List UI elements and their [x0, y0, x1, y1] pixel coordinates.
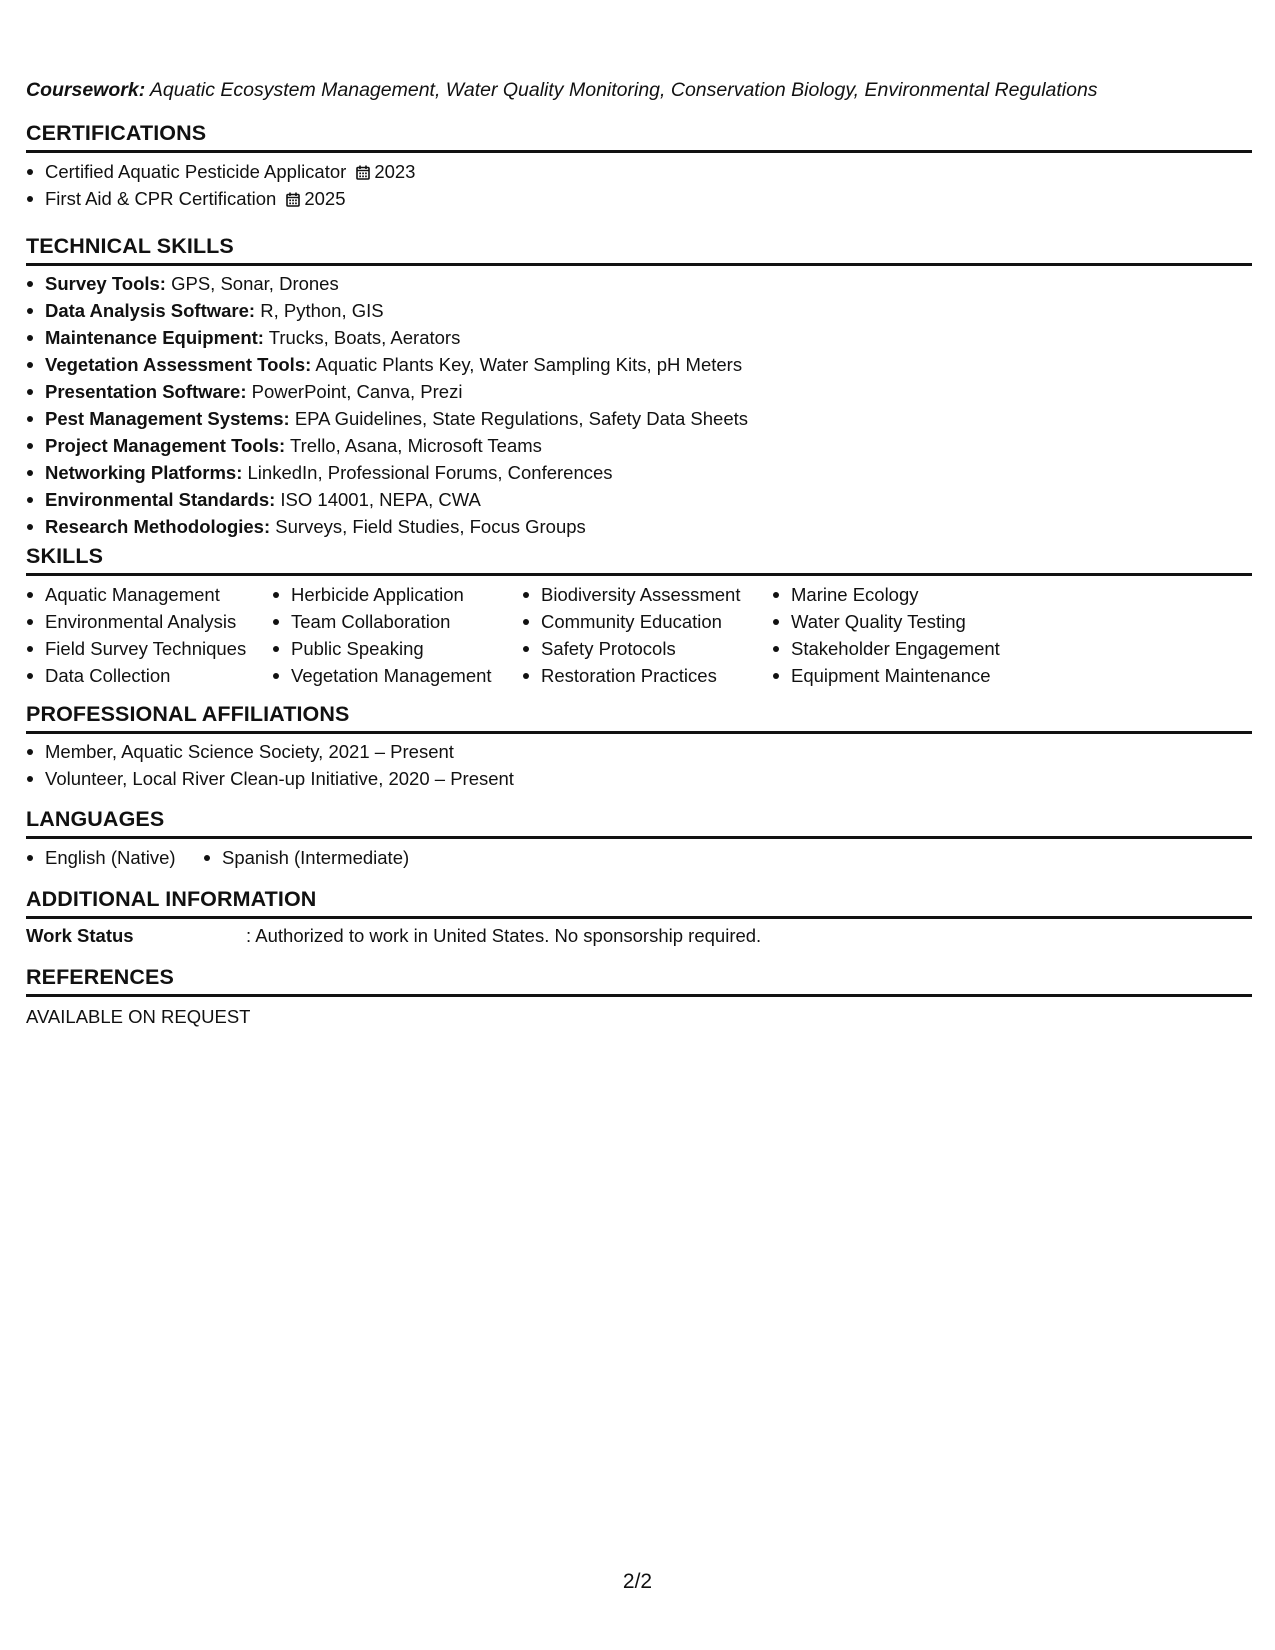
coursework-value: Aquatic Ecosystem Management, Water Quality Monitoring, Conservation Biology, Environmental Regulations: [149, 79, 1098, 101]
technical-skill-label: Environmental Standards:: [45, 489, 276, 510]
work-status-row: [26, 922, 761, 949]
skill-item: Vegetation Management: [272, 662, 522, 689]
affiliations-list: [26, 738, 514, 792]
technical-skill-value: LinkedIn, Professional Forums, Conferences: [247, 462, 613, 483]
technical-skill-label: Maintenance Equipment:: [45, 327, 264, 348]
certifications-heading: CERTIFICATIONS: [26, 120, 1252, 153]
skill-item: Data Collection: [26, 662, 272, 689]
skill-item: Field Survey Techniques: [26, 635, 272, 662]
technical-skill-value: Trello, Asana, Microsoft Teams: [290, 435, 542, 456]
calendar-icon: [356, 165, 370, 180]
technical-skill-item: [26, 378, 748, 405]
skill-item: Community Education: [522, 608, 772, 635]
skills-heading: SKILLS: [26, 543, 1252, 576]
technical-skill-label: Vegetation Assessment Tools:: [45, 354, 312, 375]
technical-skills-list: [26, 270, 748, 540]
references-heading: REFERENCES: [26, 964, 1252, 997]
technical-skill-item: [26, 432, 748, 459]
language-column: [26, 844, 203, 871]
coursework-line: [26, 79, 1098, 102]
technical-skill-value: GPS, Sonar, Drones: [171, 273, 339, 294]
certification-year: 2025: [304, 188, 346, 209]
skill-item: Environmental Analysis: [26, 608, 272, 635]
skills-column: [272, 581, 522, 689]
technical-skill-label: Survey Tools:: [45, 273, 166, 294]
certification-name: Certified Aquatic Pesticide Applicator: [45, 161, 347, 182]
technical-skill-value: EPA Guidelines, State Regulations, Safety Data Sheets: [294, 408, 749, 429]
calendar-icon: [286, 192, 300, 207]
languages-list: [26, 844, 409, 871]
technical-skill-item: [26, 270, 748, 297]
skills-column: [772, 581, 1022, 689]
technical-skills-heading: TECHNICAL SKILLS: [26, 233, 1252, 266]
skill-item: Equipment Maintenance: [772, 662, 1022, 689]
skill-item: Biodiversity Assessment: [522, 581, 772, 608]
skills-grid: [26, 581, 1022, 689]
language-item: Spanish (Intermediate): [203, 844, 409, 871]
technical-skill-value: PowerPoint, Canva, Prezi: [251, 381, 463, 402]
technical-skill-value: ISO 14001, NEPA, CWA: [280, 489, 481, 510]
skill-item: Public Speaking: [272, 635, 522, 662]
affiliations-heading: PROFESSIONAL AFFILIATIONS: [26, 701, 1252, 734]
skill-item: Stakeholder Engagement: [772, 635, 1022, 662]
affiliation-item: Member, Aquatic Science Society, 2021 – Present: [26, 738, 514, 765]
certifications-list: [26, 158, 415, 212]
additional-info-heading: ADDITIONAL INFORMATION: [26, 886, 1252, 919]
references-text: AVAILABLE ON REQUEST: [26, 1006, 251, 1027]
certification-item: [26, 185, 415, 212]
certification-item: [26, 158, 415, 185]
technical-skill-value: R, Python, GIS: [260, 300, 384, 321]
skill-item: Restoration Practices: [522, 662, 772, 689]
language-column: [203, 844, 409, 871]
technical-skill-label: Presentation Software:: [45, 381, 247, 402]
skill-item: Aquatic Management: [26, 581, 272, 608]
technical-skill-item: [26, 513, 748, 540]
skill-item: Water Quality Testing: [772, 608, 1022, 635]
technical-skill-value: Trucks, Boats, Aerators: [268, 327, 461, 348]
technical-skill-item: [26, 324, 748, 351]
technical-skill-label: Project Management Tools:: [45, 435, 286, 456]
work-status-value: : Authorized to work in United States. No sponsorship required.: [246, 925, 762, 946]
coursework-label: Coursework:: [26, 79, 146, 101]
technical-skill-value: Aquatic Plants Key, Water Sampling Kits, pH Meters: [315, 354, 743, 375]
technical-skill-item: [26, 459, 748, 486]
technical-skill-item: [26, 297, 748, 324]
skill-item: Safety Protocols: [522, 635, 772, 662]
technical-skill-item: [26, 351, 748, 378]
technical-skill-label: Pest Management Systems:: [45, 408, 290, 429]
certification-year: 2023: [374, 161, 416, 182]
skill-item: Herbicide Application: [272, 581, 522, 608]
technical-skill-label: Data Analysis Software:: [45, 300, 256, 321]
technical-skill-item: [26, 486, 748, 513]
technical-skill-item: [26, 405, 748, 432]
skill-item: Marine Ecology: [772, 581, 1022, 608]
languages-heading: LANGUAGES: [26, 806, 1252, 839]
work-status-label: Work Status: [26, 925, 134, 946]
technical-skill-label: Networking Platforms:: [45, 462, 243, 483]
certification-name: First Aid & CPR Certification: [45, 188, 277, 209]
technical-skill-label: Research Methodologies:: [45, 516, 271, 537]
language-item: English (Native): [26, 844, 203, 871]
affiliation-item: Volunteer, Local River Clean-up Initiative, 2020 – Present: [26, 765, 514, 792]
skills-column: [522, 581, 772, 689]
page-number: 2/2: [622, 1570, 653, 1593]
skills-column: [26, 581, 272, 689]
technical-skill-value: Surveys, Field Studies, Focus Groups: [275, 516, 586, 537]
skill-item: Team Collaboration: [272, 608, 522, 635]
